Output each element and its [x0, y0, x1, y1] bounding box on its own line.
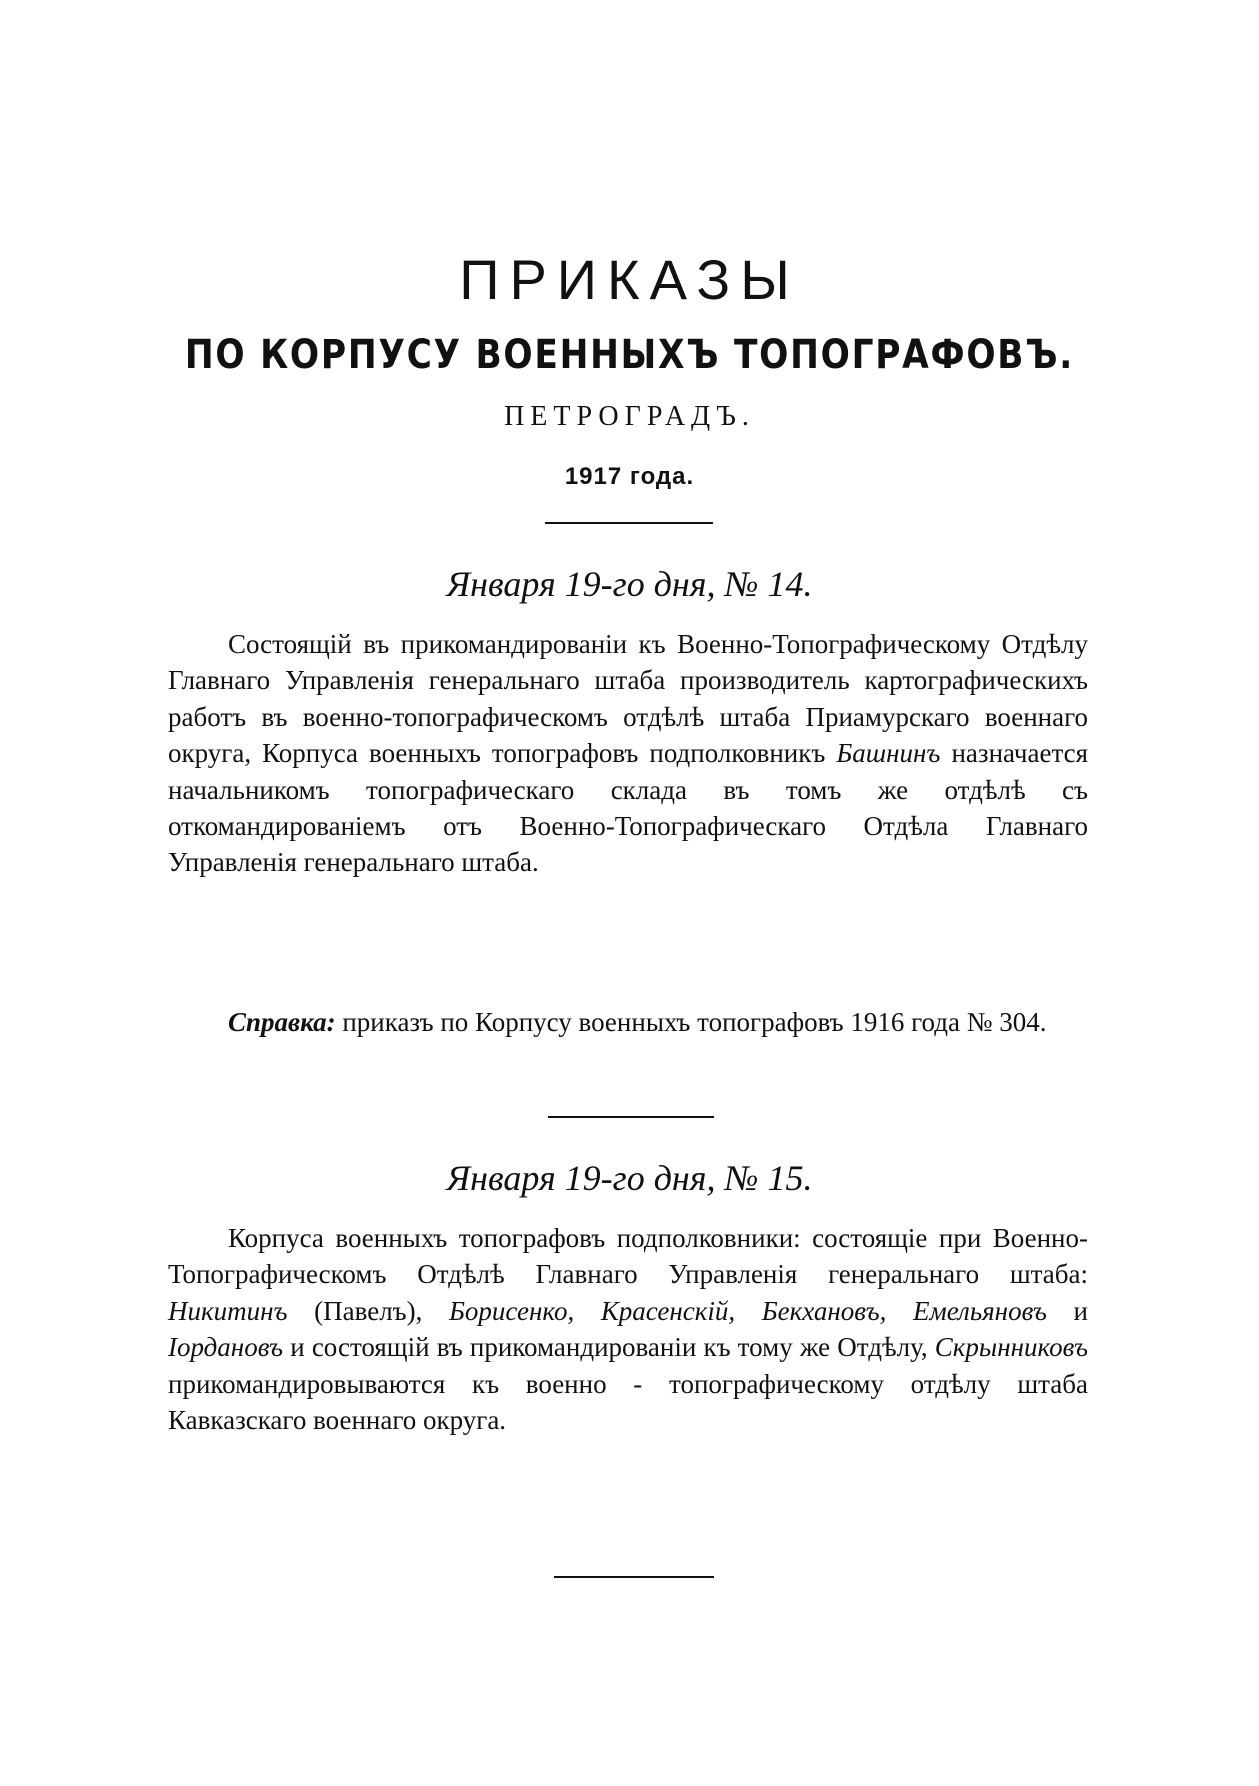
divider-rule: [548, 1116, 714, 1118]
order-14-reference: [168, 1004, 1088, 1040]
order-14-body: [168, 626, 1088, 881]
text-run: (Павелъ),: [287, 1295, 449, 1326]
text-run: Состоящій въ прикомандированіи къ Военно-Топографическому Отдѣлу Главнаго Управленія генеральнаго штаба производитель картографическихъ работъ въ военно-топографическомъ отдѣлѣ штаба Приамурскаго военнаго округа, Корпуса военныхъ топографовъ подполковникъ: [168, 629, 1088, 769]
document-subtitle: ПО КОРПУСУ ВОЕННЫХЪ ТОПОГРАФОВЪ.: [184, 332, 1075, 378]
name-italic: Скрынниковъ: [934, 1332, 1088, 1363]
document-city: ПЕТРОГРАДЪ.: [504, 401, 755, 432]
text-run: Корпуса военныхъ топографовъ подполковники: состоящіе при Военно-Топографическомъ Отдѣлѣ Главнаго Управленія генеральнаго штаба:: [168, 1223, 1088, 1290]
order-15-heading: Января 19-го дня, № 15.: [446, 1158, 813, 1198]
divider-rule: [545, 522, 713, 524]
text-run: назначается начальникомъ топографическаго склада въ томъ же отдѣлѣ съ откомандированіемъ отъ Военно-Топографическаго Отдѣла Главнаго Управленія генеральнаго штаба.: [168, 738, 1088, 878]
name-italic: Борисенко, Красенскій, Бекхановъ, Емельяновъ: [448, 1295, 1047, 1326]
name-italic: Никитинъ: [168, 1295, 288, 1326]
document-year: 1917 года.: [564, 463, 695, 490]
text-run: прикомандировываются къ военно - топографическому отдѣлу штаба Кавказскаго военнаго округа.: [168, 1368, 1088, 1436]
text-run: приказъ по Корпусу военныхъ топографовъ 1916 года № 304.: [335, 1007, 1047, 1037]
name-italic: Башнинъ: [836, 738, 941, 769]
name-italic: Іордановъ: [168, 1332, 284, 1363]
text-run: и: [1046, 1295, 1088, 1326]
order-14-heading: Января 19-го дня, № 14.: [446, 564, 813, 604]
text-run: и состоящій въ прикомандированіи къ тому же Отдѣлу,: [283, 1332, 935, 1363]
order-15-body: [168, 1220, 1088, 1438]
divider-rule: [554, 1576, 714, 1578]
reference-label: Справка:: [228, 1007, 336, 1037]
document-title: ПРИКАЗЫ: [459, 248, 800, 311]
